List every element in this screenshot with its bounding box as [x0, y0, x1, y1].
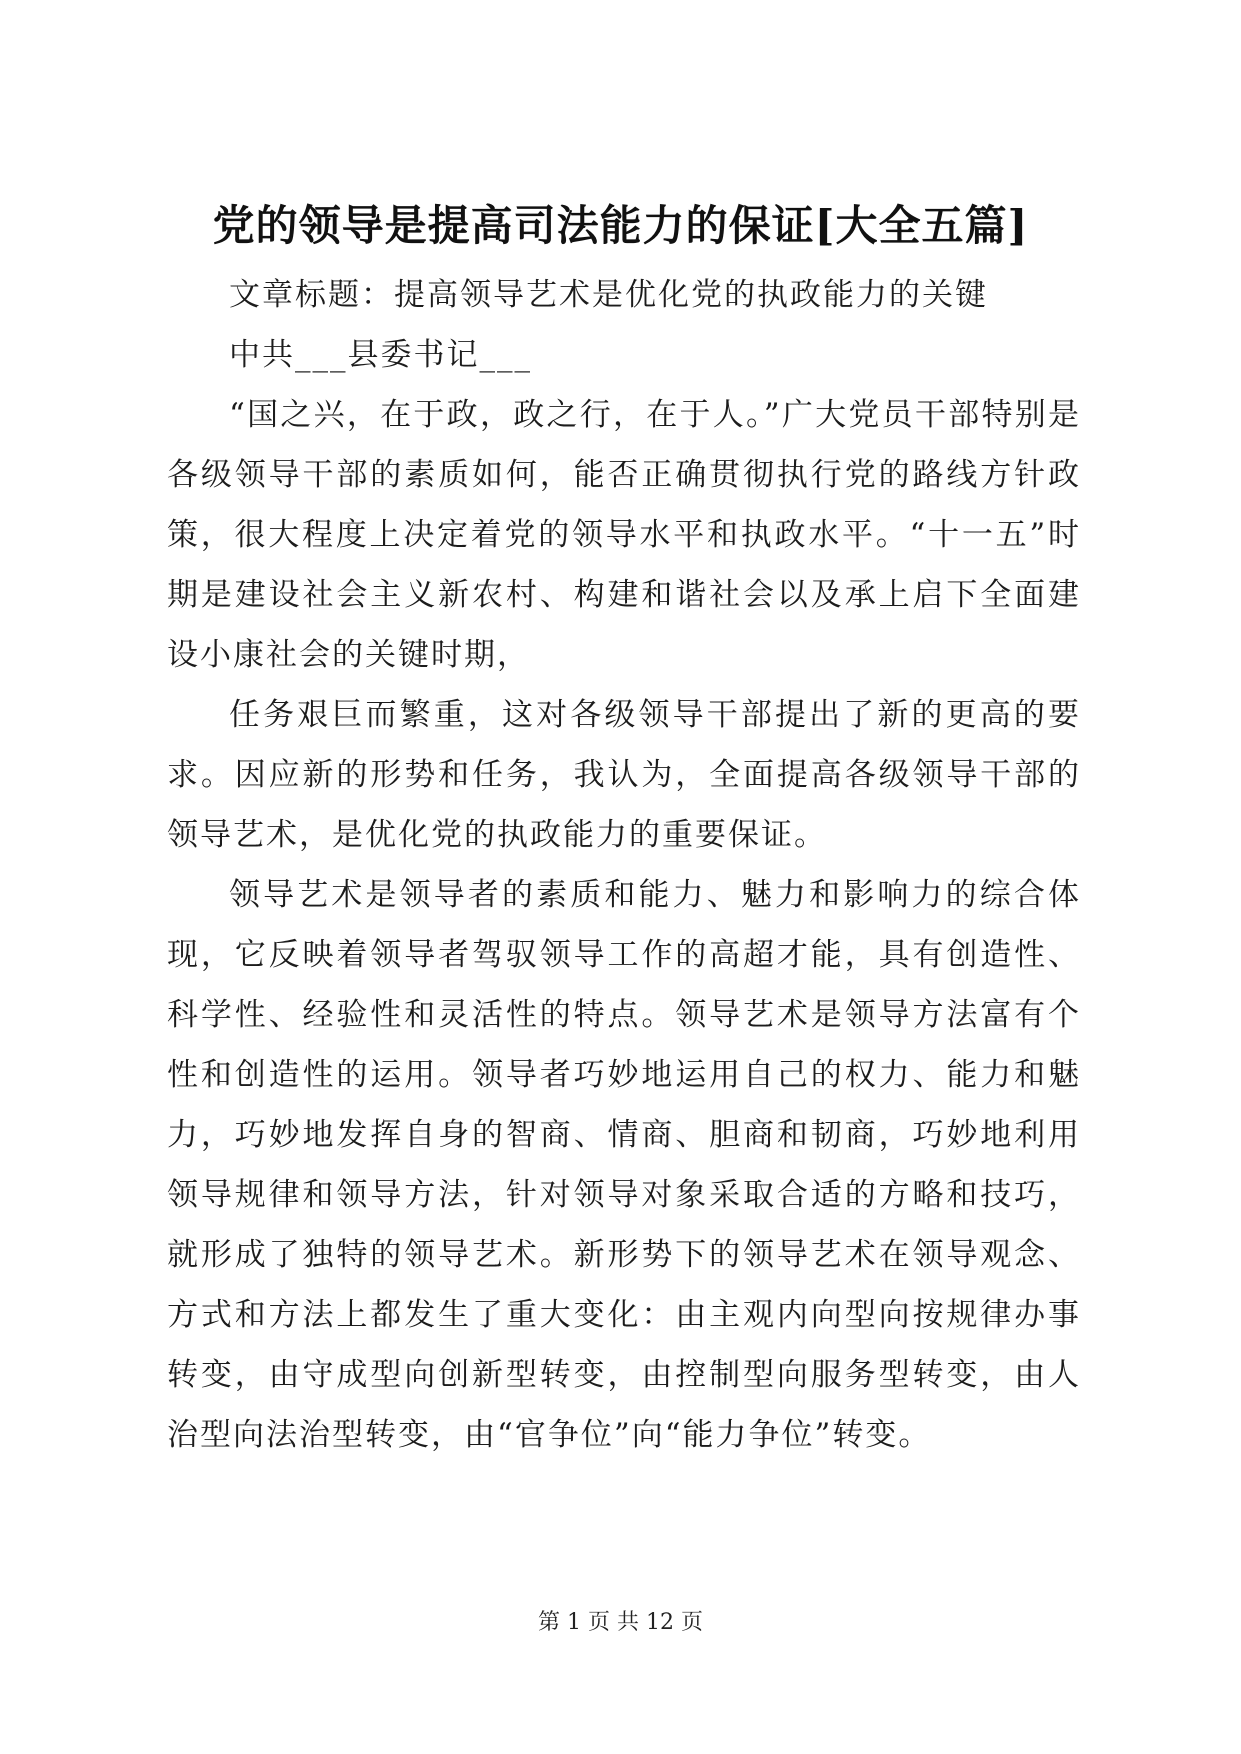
document-title: 党的领导是提高司法能力的保证[大全五篇] — [212, 201, 1029, 250]
page-number-footer: 第 1 页 共 12 页 — [538, 1610, 703, 1635]
body-paragraph: 任务艰巨而繁重，这对各级领导干部提出了新的更高的要求。因应新的形势和任务，我认为，全面提高各级领导干部的领导艺术，是优化党的执政能力的重要保证。 — [167, 697, 1081, 853]
body-paragraph: 领导艺术是领导者的素质和能力、魅力和影响力的综合体现，它反映着领导者驾驭领导工作的高超才能，具有创造性、科学性、经验性和灵活性的特点。领导艺术是领导方法富有个性和创造性的运用。领导者巧妙地运用自己的权力、能力和魅力，巧妙地发挥自身的智商、情商、胆商和韧商，巧妙地利用领导规律和领导方法，针对领导对象采取合适的方略和技巧，就形成了独特的领导艺术。新形势下的领导艺术在领导观念、方式和方法上都发生了重大变化：由主观内向型向按规律办事转变，由守成型向创新型转变，由控制型向服务型转变，由人治型向法治型转变，由“官争位”向“能力争位”转变。 — [167, 877, 1081, 1453]
document-body — [167, 265, 1081, 1465]
body-paragraph: “国之兴，在于政，政之行，在于人。”广大党员干部特别是各级领导干部的素质如何，能否正确贯彻执行党的路线方针政策，很大程度上决定着党的领导水平和执政水平。“十一五”时期是建设社会主义新农村、构建和谐社会以及承上启下全面建设小康社会的关键时期， — [167, 397, 1081, 673]
author-line: 中共___县委书记___ — [229, 337, 532, 373]
article-heading-line: 文章标题：提高领导艺术是优化党的执政能力的关键 — [229, 277, 988, 313]
